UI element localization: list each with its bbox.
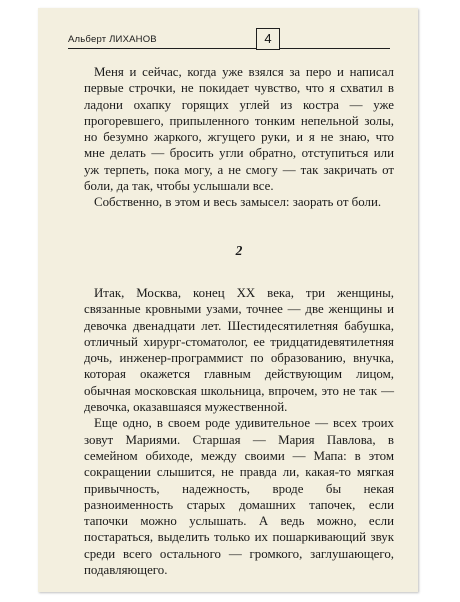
paragraph: Итак, Москва, конец XX века, три женщины, связанные кровными узами, точнее — две женщины и девочка двенадцати лет. Шестидесятилетняя бабушка, отличный хирург-стоматолог, ее тридцатидевятилетняя дочь, инженер-программист по образованию, внучка, которая окажется главным действующим лицом, обычная московская школьница, впрочем, это не так — девочка, оказавшаяся мужественной. bbox=[84, 285, 394, 415]
page-body bbox=[84, 64, 394, 578]
chapter-number: 2 bbox=[235, 242, 243, 258]
paragraph: Собственно, в этом и весь замысел: заорать от боли. bbox=[94, 195, 382, 210]
book-page bbox=[38, 8, 418, 592]
paragraph: Еще одно, в своем роде удивительное — всех троих зовут Мариями. Старшая — Мария Павлова, в семейном обиходе, между своими — Мапа: в этом сокращении слышится, не правда ли, какая-то мягкая привычность, надежность, вроде бы некая разноименность старых домашних тапочек, если тапочки можно услышать. А ведь можно, если постараться, выделить только их пошаркивающий звук среди всего остального — громкого, заглушающего, подавляющего. bbox=[84, 416, 394, 578]
header-author: Альберт ЛИХАНОВ bbox=[68, 34, 157, 45]
header-rule bbox=[68, 48, 390, 49]
running-header bbox=[68, 24, 390, 54]
paragraph: Меня и сейчас, когда уже взялся за перо и написал первые строчки, не покидает чувство, что я схватил в ладони охапку горящих углей из костра — уже прогоревшего, припыленного тонким непельной золы, но безумно жаркого, жгущего руки, и я не знаю, что мне делать — бросить угли обратно, отступиться или уж терпеть, пока могу, а не смогу — так закричать от боли, да так, чтобы услышали все. bbox=[84, 65, 394, 194]
page-number: 4 bbox=[256, 28, 280, 50]
